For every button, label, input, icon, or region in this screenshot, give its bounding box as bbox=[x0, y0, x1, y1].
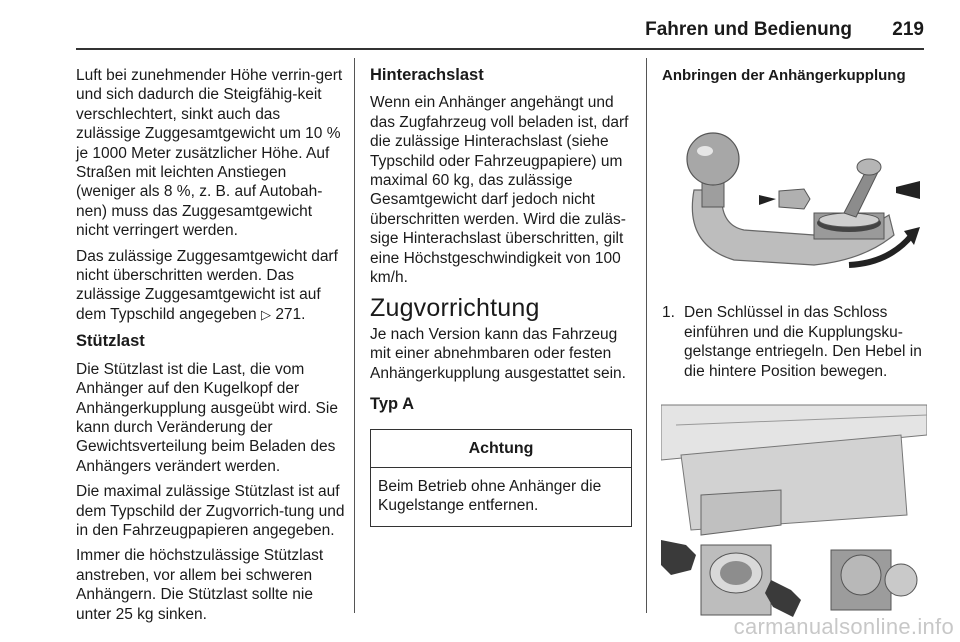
page-header bbox=[0, 10, 960, 50]
paragraph-gross-weight bbox=[76, 247, 346, 325]
step-1 bbox=[662, 303, 926, 381]
column-1 bbox=[76, 66, 346, 630]
step-number: 1. bbox=[662, 304, 675, 322]
warning-box bbox=[370, 429, 632, 527]
heading-hinterachslast: Hinterachslast bbox=[370, 66, 484, 84]
step-text: Den Schlüssel in das Schloss einführen und die Kupplungsku-gelstange entriegeln. Den Hebel in die hintere Position bewegen. bbox=[684, 304, 922, 380]
column-2 bbox=[370, 66, 632, 527]
paragraph-zugvorrichtung: Je nach Version kann das Fahrzeug mit einer abnehmbaren oder festen Anhängerkupplung ausgestattet sein. bbox=[370, 325, 626, 382]
paragraph-gross-weight-text: Das zulässige Zuggesamtgewicht darf nicht überschritten werden. Das zulässige Zuggesamtgewicht ist auf dem Typschild angegeben bbox=[76, 247, 338, 323]
paragraph-stuetzlast-max: Die maximal zulässige Stützlast ist auf dem Typschild der Zugvorrich-tung und in den Fahrzeugpapieren angegeben. bbox=[76, 483, 345, 539]
arrow-icon bbox=[759, 195, 776, 205]
header-title: Fahren und Bedienung bbox=[645, 19, 852, 40]
heading-stuetzlast: Stützlast bbox=[76, 332, 145, 351]
heading-anbringen: Anbringen der Anhängerkupplung bbox=[662, 67, 906, 84]
paragraph-hinterachslast: Wenn ein Anhänger angehängt und das Zugfahrzeug voll beladen ist, darf die zulässige Hinterachslast (siehe Typschild oder Fahrzeugpapiere) um maximal 60 kg, das zulässige Gesamtgewicht darf jedoch nicht überschritten werden. Wird die zuläs-sige Hinterachslast überschritten, gilt eine Höchstgeschwindigkeit von 100 km/h. bbox=[370, 94, 629, 287]
paragraph-stuetzlast-def: Die Stützlast ist die Last, die vom Anhänger auf den Kugelkopf der Anhängerkupplung ausgeübt wird. Sie kann durch Veränderung der Gewichtsverteilung beim Beladen des Anhängers verändert werden. bbox=[76, 360, 338, 475]
paragraph-stuetzlast-min: Immer die höchstzulässige Stützlast anstreben, vor allem bei schweren Anhängern. Die Stützlast sollte nie unter 25 kg sinken. bbox=[76, 547, 324, 623]
warning-title: Achtung bbox=[371, 430, 631, 468]
column-divider bbox=[354, 58, 355, 613]
towbar-unlock-figure bbox=[664, 95, 920, 295]
warning-text: Beim Betrieb ohne Anhänger die Kugelstange entfernen. bbox=[378, 477, 602, 515]
arrow-icon bbox=[896, 181, 920, 199]
paragraph-altitude: Luft bei zunehmender Höhe verrin-gert und sich dadurch die Steigfähig-keit verschlechtert, sinkt auch das zulässige Zuggesamtgewicht um 10 % je 1000 Meter zusätzlicher Höhe. Auf Straßen mit leichten Anstiegen (weniger als 8 %, z. B. auf Autobah-nen) muss das Zuggesamtgewicht nicht verringert werden. bbox=[76, 67, 343, 240]
heading-typ-a: Typ A bbox=[370, 395, 414, 414]
watermark: carmanualsonline.info bbox=[733, 614, 954, 639]
heading-zugvorrichtung: Zugvorrichtung bbox=[370, 294, 540, 323]
column-3 bbox=[662, 66, 926, 619]
column-divider bbox=[646, 58, 647, 613]
towbar-mount-figure bbox=[661, 395, 927, 619]
arrow-ref-icon[interactable]: ▷ bbox=[261, 306, 271, 322]
page-ref-link[interactable]: 271. bbox=[275, 305, 306, 323]
header-rule bbox=[76, 48, 924, 50]
page-number: 219 bbox=[892, 19, 924, 40]
